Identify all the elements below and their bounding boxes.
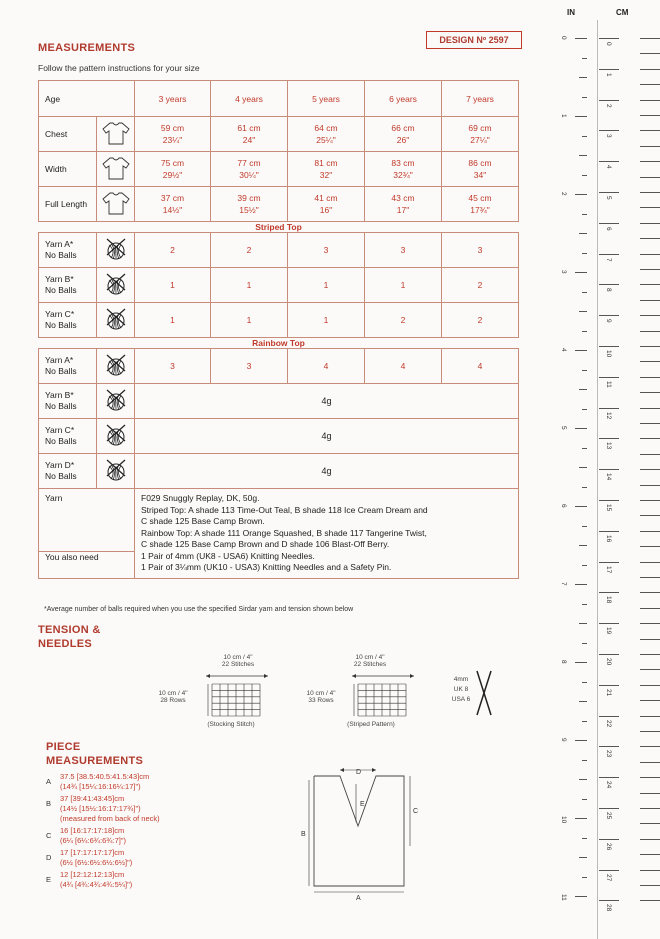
cm-number: 26 bbox=[605, 842, 612, 851]
measure-row bbox=[39, 187, 519, 222]
yarn-balls-row bbox=[39, 268, 519, 303]
age-cell: 7 years bbox=[442, 81, 519, 117]
cm-tick bbox=[599, 315, 619, 316]
striped-pattern-swatch bbox=[350, 672, 416, 718]
balls-value: 4 bbox=[288, 349, 365, 384]
yarn-ball-icon bbox=[97, 303, 135, 338]
balls-value: 1 bbox=[211, 303, 288, 338]
age-cell: 6 years bbox=[365, 81, 442, 117]
inch-tick bbox=[579, 701, 587, 702]
yarn-ball-icon bbox=[97, 268, 135, 303]
cm-tick bbox=[599, 284, 619, 285]
balls-value: 1 bbox=[288, 303, 365, 338]
cm-tick bbox=[640, 192, 660, 193]
cm-tick bbox=[640, 254, 660, 255]
cm-number: 13 bbox=[605, 442, 612, 450]
measure-value: 59 cm 23¼" bbox=[135, 117, 211, 152]
cm-tick bbox=[599, 500, 619, 501]
piece-measurement-d: D 17 [17:17:17:17]cm (6½ [6½:6½:6½:6½]") bbox=[46, 848, 133, 867]
inch-tick bbox=[575, 428, 587, 429]
cm-tick bbox=[599, 531, 619, 532]
cm-tick bbox=[599, 654, 619, 655]
inch-tick bbox=[575, 584, 587, 585]
swatch2-width: 10 cm / 4" 22 Stitches bbox=[353, 654, 387, 668]
cm-tick bbox=[640, 361, 660, 362]
swatch2-height: 10 cm / 4" 33 Rows bbox=[306, 690, 336, 704]
balls-value: 1 bbox=[211, 268, 288, 303]
swatch1-height: 10 cm / 4" 28 Rows bbox=[158, 690, 188, 704]
need-line: 1 Pair of 4mm (UK8 - USA6) Knitting Needles. bbox=[141, 550, 315, 561]
cm-tick bbox=[599, 777, 619, 778]
diagram-label-a: A bbox=[356, 895, 361, 901]
cm-number: 9 bbox=[605, 319, 612, 323]
cm-number: 8 bbox=[605, 288, 612, 293]
inch-tick bbox=[575, 506, 587, 507]
age-label: Age bbox=[39, 81, 135, 117]
balls-value: 2 bbox=[442, 303, 519, 338]
cm-number: 11 bbox=[605, 380, 612, 388]
cm-tick bbox=[599, 623, 619, 624]
cm-tick bbox=[640, 562, 660, 563]
diagram-label-c: C bbox=[413, 808, 419, 815]
balls-value: 2 bbox=[442, 268, 519, 303]
balls-value: 2 bbox=[365, 303, 442, 338]
inch-number: 1 bbox=[560, 114, 567, 118]
jumper-length-icon bbox=[97, 187, 135, 222]
inch-tick bbox=[582, 253, 587, 254]
measure-label: Chest bbox=[39, 117, 97, 152]
yarn-balls-label: Yarn A* No Balls bbox=[39, 233, 97, 268]
inch-number: 6 bbox=[560, 504, 567, 508]
yarn-line: C shade 125 Base Camp Brown. bbox=[141, 516, 265, 527]
cm-number: 0 bbox=[605, 42, 612, 46]
design-number: DESIGN Nº 2597 bbox=[426, 31, 522, 49]
inch-tick bbox=[579, 311, 587, 312]
cm-number: 28 bbox=[605, 904, 612, 912]
cm-number: 10 bbox=[605, 350, 612, 358]
cm-tick bbox=[599, 746, 619, 747]
cm-tick bbox=[640, 546, 660, 547]
balls-value: 1 bbox=[135, 268, 211, 303]
measure-value: 39 cm 15½" bbox=[211, 187, 288, 222]
inch-tick bbox=[582, 721, 587, 722]
inch-tick bbox=[582, 448, 587, 449]
inch-tick bbox=[575, 194, 587, 195]
balls-value: 4g bbox=[135, 384, 519, 419]
cm-tick bbox=[640, 438, 660, 439]
cm-tick bbox=[640, 716, 660, 717]
inch-tick bbox=[582, 760, 587, 761]
yarn-line: Striped Top: A shade 113 Time-Out Teal, B shade 118 Ice Cream Dream and bbox=[141, 504, 428, 515]
measurements-table bbox=[38, 80, 519, 579]
cm-tick bbox=[640, 269, 660, 270]
balls-value: 4g bbox=[135, 454, 519, 489]
balls-note: *Average number of balls required when you use the specified Sirdar yarn and tension shown below bbox=[44, 606, 354, 613]
cm-tick bbox=[640, 408, 660, 409]
cm-tick bbox=[640, 38, 660, 39]
cm-number: 23 bbox=[605, 750, 612, 758]
cm-tick bbox=[599, 438, 619, 439]
yarn-balls-label: Yarn B* No Balls bbox=[39, 268, 97, 303]
garment-diagram bbox=[300, 766, 430, 901]
inch-number: 10 bbox=[560, 816, 567, 824]
inch-tick bbox=[579, 545, 587, 546]
inch-number: 3 bbox=[560, 270, 567, 274]
balls-value: 2 bbox=[211, 233, 288, 268]
cm-tick bbox=[640, 777, 660, 778]
piece-heading-2: MEASUREMENTS bbox=[46, 755, 144, 767]
cm-tick bbox=[640, 900, 660, 901]
diagram-label-d: D bbox=[356, 769, 362, 776]
cm-tick bbox=[640, 854, 660, 855]
cm-tick bbox=[640, 515, 660, 516]
balls-value: 3 bbox=[288, 233, 365, 268]
cm-tick bbox=[640, 115, 660, 116]
measure-value: 37 cm 14½" bbox=[135, 187, 211, 222]
rainbow-top-title: Rainbow Top bbox=[252, 338, 305, 348]
cm-tick bbox=[599, 100, 619, 101]
cm-tick bbox=[640, 423, 660, 424]
inch-tick bbox=[582, 838, 587, 839]
yarn-balls-label: Yarn C* No Balls bbox=[39, 419, 97, 454]
balls-value: 3 bbox=[442, 233, 519, 268]
inch-tick bbox=[575, 116, 587, 117]
inch-tick bbox=[575, 38, 587, 39]
cm-tick bbox=[640, 392, 660, 393]
cm-tick bbox=[640, 130, 660, 131]
cm-tick bbox=[640, 746, 660, 747]
cm-tick bbox=[640, 762, 660, 763]
inch-tick bbox=[582, 682, 587, 683]
measure-value: 69 cm 27¼" bbox=[442, 117, 519, 152]
measure-value: 43 cm 17" bbox=[365, 187, 442, 222]
cm-number: 24 bbox=[605, 781, 612, 789]
cm-tick bbox=[640, 608, 660, 609]
measure-value: 77 cm 30¼" bbox=[211, 152, 288, 187]
inch-number: 11 bbox=[560, 894, 567, 901]
inch-number: 0 bbox=[560, 36, 567, 40]
jumper-chest-icon bbox=[97, 117, 135, 152]
swatch1-width: 10 cm / 4" 22 Stitches bbox=[221, 654, 255, 668]
inch-number: 7 bbox=[560, 582, 567, 586]
balls-value: 3 bbox=[135, 349, 211, 384]
inch-tick bbox=[575, 818, 587, 819]
stocking-stitch-swatch bbox=[204, 672, 270, 718]
cm-tick bbox=[640, 885, 660, 886]
cm-number: 25 bbox=[605, 812, 612, 820]
cm-tick bbox=[599, 562, 619, 563]
needle-sizes: 4mm UK 8 USA 6 bbox=[451, 676, 471, 703]
cm-number: 18 bbox=[605, 596, 612, 604]
cm-tick bbox=[640, 238, 660, 239]
measure-row bbox=[39, 152, 519, 187]
cm-tick bbox=[640, 100, 660, 101]
cm-number: 14 bbox=[605, 473, 612, 481]
cm-tick bbox=[599, 346, 619, 347]
cm-tick bbox=[599, 69, 619, 70]
inch-number: 5 bbox=[560, 426, 567, 430]
cm-tick bbox=[640, 69, 660, 70]
age-row bbox=[39, 81, 519, 117]
cm-tick bbox=[640, 639, 660, 640]
inch-tick bbox=[582, 136, 587, 137]
cm-tick bbox=[640, 500, 660, 501]
balls-value: 2 bbox=[135, 233, 211, 268]
cm-tick bbox=[640, 731, 660, 732]
striped-top-title: Striped Top bbox=[255, 222, 302, 232]
cm-number: 3 bbox=[605, 134, 612, 139]
need-line: 1 Pair of 3¼mm (UK10 - USA3) Knitting Needles and a Safety Pin. bbox=[141, 562, 392, 573]
cm-tick bbox=[640, 146, 660, 147]
balls-value: 3 bbox=[365, 233, 442, 268]
diagram-label-e: E bbox=[360, 801, 365, 808]
yarn-balls-row bbox=[39, 419, 519, 454]
yarn-balls-label: Yarn A* No Balls bbox=[39, 349, 97, 384]
yarn-row bbox=[39, 489, 519, 552]
cm-tick bbox=[640, 161, 660, 162]
cm-tick bbox=[640, 454, 660, 455]
measure-value: 61 cm 24" bbox=[211, 117, 288, 152]
cm-tick bbox=[640, 870, 660, 871]
piece-measurement-e: E 12 [12:12:12:13]cm (4¾ [4¾:4¾:4¾:5¼]") bbox=[46, 870, 133, 889]
inch-tick bbox=[579, 233, 587, 234]
yarn-line: F029 Snuggly Replay, DK, 50g. bbox=[141, 493, 260, 504]
need-label: You also need bbox=[39, 552, 135, 579]
cm-tick bbox=[640, 685, 660, 686]
cm-tick bbox=[640, 669, 660, 670]
inch-tick bbox=[575, 350, 587, 351]
measurements-subtitle: Follow the pattern instructions for your size bbox=[38, 63, 200, 73]
swatch2-caption: (Striped Pattern) bbox=[347, 721, 395, 728]
piece-measurement-a: A 37.5 [38.5:40.5:41.5:43]cm (14¾ [15¼:16:16¼:17]") bbox=[46, 772, 150, 791]
tension-heading-2: NEEDLES bbox=[38, 638, 93, 650]
age-cell: 3 years bbox=[135, 81, 211, 117]
cm-tick bbox=[640, 623, 660, 624]
inch-tick bbox=[582, 370, 587, 371]
cm-number: 2 bbox=[605, 103, 612, 108]
yarn-line: C shade 125 Base Camp Brown and D shade 106 Blast-Off Berry. bbox=[141, 539, 390, 550]
cm-tick bbox=[599, 377, 619, 378]
yarn-balls-label: Yarn B* No Balls bbox=[39, 384, 97, 419]
inch-tick bbox=[582, 58, 587, 59]
yarn-line: Rainbow Top: A shade 111 Orange Squashed, B shade 117 Tangerine Twist, bbox=[141, 527, 427, 538]
cm-tick bbox=[599, 808, 619, 809]
measure-value: 45 cm 17¾" bbox=[442, 187, 519, 222]
cm-number: 27 bbox=[605, 873, 612, 881]
cm-tick bbox=[640, 177, 660, 178]
piece-heading-1: PIECE bbox=[46, 741, 81, 753]
cm-tick bbox=[599, 592, 619, 593]
inch-number: 8 bbox=[560, 660, 567, 664]
cm-number: 17 bbox=[605, 565, 612, 573]
cm-number: 16 bbox=[605, 534, 612, 543]
measure-value: 83 cm 32¾" bbox=[365, 152, 442, 187]
cm-tick bbox=[640, 207, 660, 208]
measure-value: 64 cm 25¼" bbox=[288, 117, 365, 152]
inch-number: 2 bbox=[560, 192, 567, 196]
cm-tick bbox=[640, 346, 660, 347]
inch-tick bbox=[579, 389, 587, 390]
cm-number: 20 bbox=[605, 658, 612, 666]
yarn-ball-icon bbox=[97, 384, 135, 419]
inch-tick bbox=[582, 409, 587, 410]
balls-value: 1 bbox=[365, 268, 442, 303]
cm-tick bbox=[599, 161, 619, 162]
piece-measurement-c: C 16 [16:17:17:18]cm (6¼ [6¼:6¾:6¾:7]") bbox=[46, 826, 127, 845]
balls-value: 4 bbox=[442, 349, 519, 384]
age-cell: 5 years bbox=[288, 81, 365, 117]
inch-tick bbox=[582, 799, 587, 800]
cm-tick bbox=[640, 300, 660, 301]
balls-value: 1 bbox=[135, 303, 211, 338]
cm-number: 1 bbox=[605, 72, 612, 77]
yarn-ball-icon bbox=[97, 419, 135, 454]
cm-tick bbox=[599, 254, 619, 255]
cm-number: 6 bbox=[605, 226, 612, 231]
yarn-balls-row bbox=[39, 384, 519, 419]
cm-tick bbox=[599, 130, 619, 131]
inch-tick bbox=[582, 331, 587, 332]
inch-tick bbox=[582, 214, 587, 215]
measure-row bbox=[39, 117, 519, 152]
cm-number: 19 bbox=[605, 627, 612, 635]
yarn-balls-row bbox=[39, 233, 519, 268]
yarn-balls-label: Yarn D* No Balls bbox=[39, 454, 97, 489]
age-cell: 4 years bbox=[211, 81, 288, 117]
inch-tick bbox=[579, 467, 587, 468]
cm-number: 5 bbox=[605, 196, 612, 200]
measure-value: 81 cm 32" bbox=[288, 152, 365, 187]
swatch1-caption: (Stocking Stitch) bbox=[207, 721, 255, 728]
yarn-description bbox=[135, 489, 519, 579]
measure-value: 75 cm 29½" bbox=[135, 152, 211, 187]
knitting-needles-icon bbox=[474, 668, 494, 718]
cm-number: 4 bbox=[605, 165, 612, 169]
cm-tick bbox=[640, 223, 660, 224]
cm-tick bbox=[599, 223, 619, 224]
inch-ruler bbox=[547, 8, 597, 939]
cm-tick bbox=[640, 531, 660, 532]
cm-tick bbox=[640, 284, 660, 285]
measurements-heading: MEASUREMENTS bbox=[38, 42, 136, 54]
inch-tick bbox=[579, 857, 587, 858]
inch-tick bbox=[579, 155, 587, 156]
yarn-label: Yarn bbox=[39, 489, 135, 552]
measure-value: 41 cm 16" bbox=[288, 187, 365, 222]
inch-tick bbox=[582, 604, 587, 605]
balls-value: 1 bbox=[288, 268, 365, 303]
cm-tick bbox=[640, 808, 660, 809]
cm-tick bbox=[599, 38, 619, 39]
inch-tick bbox=[575, 662, 587, 663]
cm-tick bbox=[640, 53, 660, 54]
yarn-balls-row bbox=[39, 454, 519, 489]
inch-tick bbox=[579, 77, 587, 78]
inch-tick bbox=[575, 896, 587, 897]
cm-tick bbox=[640, 592, 660, 593]
yarn-ball-icon bbox=[97, 233, 135, 268]
cm-tick bbox=[599, 870, 619, 871]
measure-value: 86 cm 34" bbox=[442, 152, 519, 187]
cm-tick bbox=[599, 469, 619, 470]
balls-value: 4 bbox=[365, 349, 442, 384]
inch-tick bbox=[575, 272, 587, 273]
cm-number: 22 bbox=[605, 719, 612, 727]
cm-tick bbox=[599, 716, 619, 717]
cm-tick bbox=[599, 192, 619, 193]
cm-tick bbox=[640, 315, 660, 316]
inch-tick bbox=[582, 175, 587, 176]
piece-measurement-b: B 37 [39:41:43:45]cm (14½ [15½:16:17:17¾]") (measured from back of neck) bbox=[46, 794, 160, 823]
yarn-balls-row bbox=[39, 349, 519, 384]
cm-tick bbox=[640, 331, 660, 332]
tension-heading-1: TENSION & bbox=[38, 624, 101, 636]
inch-number: 9 bbox=[560, 738, 567, 742]
inch-tick bbox=[582, 526, 587, 527]
inch-number: 4 bbox=[560, 348, 567, 352]
inch-tick bbox=[579, 623, 587, 624]
cm-number: 12 bbox=[605, 411, 612, 419]
measure-label: Full Length bbox=[39, 187, 97, 222]
yarn-ball-icon bbox=[97, 454, 135, 489]
cm-tick bbox=[599, 408, 619, 409]
cm-tick bbox=[599, 839, 619, 840]
inch-tick bbox=[582, 565, 587, 566]
cm-tick bbox=[599, 685, 619, 686]
cm-tick bbox=[640, 377, 660, 378]
diagram-label-b: B bbox=[301, 831, 306, 838]
cm-number: 15 bbox=[605, 504, 612, 512]
inch-label: IN bbox=[567, 8, 575, 17]
cm-tick bbox=[640, 485, 660, 486]
cm-ruler bbox=[597, 8, 660, 939]
yarn-balls-row bbox=[39, 303, 519, 338]
cm-number: 21 bbox=[605, 688, 612, 697]
inch-tick bbox=[582, 292, 587, 293]
measure-value: 66 cm 26" bbox=[365, 117, 442, 152]
balls-value: 4g bbox=[135, 419, 519, 454]
measure-label: Width bbox=[39, 152, 97, 187]
cm-number: 7 bbox=[605, 257, 612, 262]
balls-value: 3 bbox=[211, 349, 288, 384]
inch-tick bbox=[579, 779, 587, 780]
inch-tick bbox=[575, 740, 587, 741]
inch-tick bbox=[582, 643, 587, 644]
cm-tick bbox=[640, 577, 660, 578]
cm-label: CM bbox=[616, 8, 629, 17]
yarn-balls-label: Yarn C* No Balls bbox=[39, 303, 97, 338]
cm-tick bbox=[640, 84, 660, 85]
cm-tick bbox=[640, 839, 660, 840]
inch-tick bbox=[582, 877, 587, 878]
yarn-ball-icon bbox=[97, 349, 135, 384]
cm-tick bbox=[640, 700, 660, 701]
inch-tick bbox=[582, 97, 587, 98]
jumper-width-icon bbox=[97, 152, 135, 187]
cm-tick bbox=[640, 793, 660, 794]
cm-tick bbox=[640, 654, 660, 655]
cm-tick bbox=[640, 469, 660, 470]
inch-tick bbox=[582, 487, 587, 488]
cm-tick bbox=[640, 823, 660, 824]
cm-tick bbox=[599, 900, 619, 901]
